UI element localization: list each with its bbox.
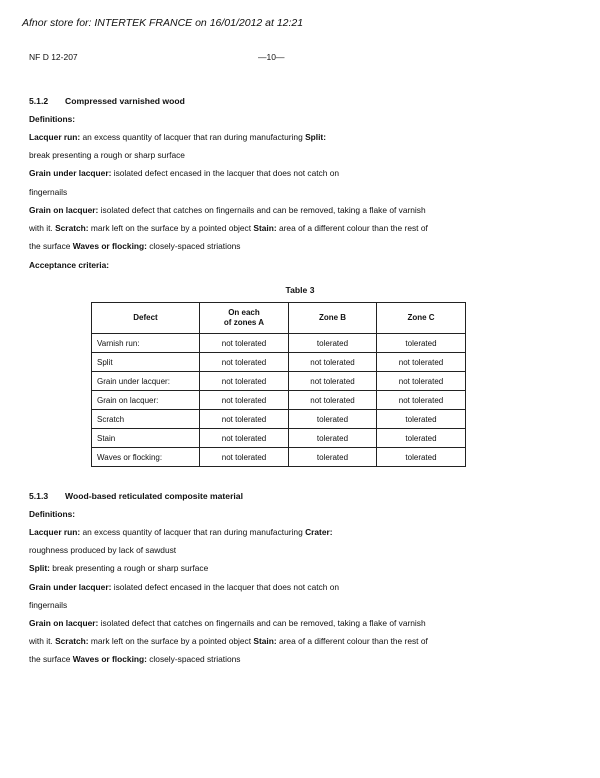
table-row xyxy=(92,353,466,372)
tolerance-cell: tolerated xyxy=(289,334,377,353)
table-row xyxy=(92,372,466,391)
definition-text: area of a different colour than the rest of xyxy=(276,223,428,233)
term-label: Split: xyxy=(305,132,326,142)
page-number: —10— xyxy=(258,52,285,62)
acceptance-criteria-label: Acceptance criteria: xyxy=(29,260,110,270)
term-label: Grain on lacquer: xyxy=(29,618,99,628)
definition-text: break presenting a rough or sharp surface xyxy=(49,563,209,574)
definition-line xyxy=(29,636,428,647)
section-512-title: Compressed varnished wood xyxy=(65,96,185,106)
definition-text: the surface xyxy=(29,654,73,665)
header-zone-c: Zone C xyxy=(377,303,466,334)
definition-line xyxy=(29,618,426,629)
tolerance-cell: tolerated xyxy=(377,410,466,429)
term-label: Lacquer run: xyxy=(29,527,81,537)
section-513-heading xyxy=(29,491,243,502)
definition-line xyxy=(29,545,176,556)
definition-line xyxy=(29,600,67,611)
definition-text: an excess quantity of lacquer that ran during manufacturing xyxy=(80,527,306,537)
definition-text: break presenting a rough or sharp surface xyxy=(29,150,185,161)
tolerance-cell: not tolerated xyxy=(289,353,377,372)
definition-text: the surface xyxy=(29,241,73,252)
table-row xyxy=(92,448,466,467)
table-row xyxy=(92,410,466,429)
definition-text: mark left on the surface by a pointed object xyxy=(88,636,254,647)
tolerance-cell: not tolerated xyxy=(200,410,289,429)
definition-text: fingernails xyxy=(29,186,68,197)
tolerance-cell: not tolerated xyxy=(377,353,466,372)
definition-line xyxy=(29,150,185,161)
tolerance-cell: not tolerated xyxy=(289,372,377,391)
table-caption: Table 3 xyxy=(285,285,315,295)
table-header-row xyxy=(92,303,466,334)
header-defect: Defect xyxy=(92,303,200,334)
tolerance-cell: not tolerated xyxy=(289,391,377,410)
definition-text: isolated defect encased in the lacquer that does not catch on xyxy=(111,581,340,592)
definition-line xyxy=(29,654,240,665)
definition-line xyxy=(29,223,428,234)
definition-text: closely-spaced striations xyxy=(146,241,241,252)
definition-text: isolated defect encased in the lacquer that does not catch on xyxy=(111,168,340,179)
tolerance-cell: not tolerated xyxy=(200,372,289,391)
tolerance-cell: not tolerated xyxy=(200,353,289,372)
definition-line xyxy=(29,205,426,216)
table-row xyxy=(92,391,466,410)
definition-text: with it. xyxy=(29,223,56,233)
tolerance-cell: tolerated xyxy=(377,429,466,448)
section-513-definitions-label: Definitions: xyxy=(29,509,76,519)
defect-cell: Grain under lacquer: xyxy=(92,372,200,391)
table-row xyxy=(92,334,466,353)
definition-line xyxy=(29,582,339,593)
tolerance-cell: not tolerated xyxy=(377,391,466,410)
table-3 xyxy=(91,302,466,467)
section-512-definitions-label: Definitions: xyxy=(29,114,76,124)
term-label: Stain: xyxy=(253,223,277,233)
definition-text: an excess quantity of lacquer that ran during manufacturing xyxy=(80,132,306,142)
definition-text: mark left on the surface by a pointed object xyxy=(88,223,254,233)
section-513-number: 5.1.3 xyxy=(29,491,49,501)
definition-line xyxy=(29,132,326,143)
section-512-heading xyxy=(29,96,185,107)
section-513-title: Wood-based reticulated composite material xyxy=(65,491,243,501)
defect-cell: Varnish run: xyxy=(92,334,200,353)
term-label: Crater: xyxy=(305,527,333,537)
definition-text: isolated defect that catches on fingernails and can be removed, taking a flake of varnish xyxy=(98,204,426,215)
defect-cell: Split xyxy=(92,353,200,372)
definition-text: with it. xyxy=(29,636,56,647)
term-label: Waves or flocking: xyxy=(72,241,147,252)
definition-line xyxy=(29,187,67,198)
defect-cell: Waves or flocking: xyxy=(92,448,200,467)
term-label: Grain under lacquer: xyxy=(29,581,112,592)
definition-line xyxy=(29,527,333,538)
watermark: Afnor store for: INTERTEK FRANCE on 16/01/2012 at 12:21 xyxy=(22,17,304,29)
definition-line xyxy=(29,168,339,179)
tolerance-cell: tolerated xyxy=(289,410,377,429)
tolerance-cell: not tolerated xyxy=(200,448,289,467)
defect-cell: Grain on lacquer: xyxy=(92,391,200,410)
term-label: Grain under lacquer: xyxy=(29,168,112,179)
header-zones-a: On each of zones A xyxy=(200,303,289,334)
tolerance-cell: not tolerated xyxy=(200,391,289,410)
definition-line xyxy=(29,563,208,574)
table-row xyxy=(92,429,466,448)
term-label: Lacquer run: xyxy=(29,132,81,142)
definition-text: fingernails xyxy=(29,599,68,610)
tolerance-cell: tolerated xyxy=(289,429,377,448)
term-label: Scratch: xyxy=(55,223,89,233)
term-label: Waves or flocking: xyxy=(72,654,147,665)
definition-text: roughness produced by lack of sawdust xyxy=(29,545,177,556)
definition-line xyxy=(29,241,240,252)
tolerance-cell: tolerated xyxy=(377,334,466,353)
section-512-number: 5.1.2 xyxy=(29,96,49,106)
definition-text: isolated defect that catches on fingernails and can be removed, taking a flake of varnish xyxy=(98,618,426,628)
term-label: Stain: xyxy=(253,636,277,647)
term-label: Scratch: xyxy=(55,636,89,647)
header-zone-b: Zone B xyxy=(289,303,377,334)
defect-cell: Scratch xyxy=(92,410,200,429)
term-label: Grain on lacquer: xyxy=(29,204,99,215)
definition-text: closely-spaced striations xyxy=(146,654,241,665)
definition-text: area of a different colour than the rest of xyxy=(276,636,428,647)
defect-cell: Stain xyxy=(92,429,200,448)
tolerance-cell: tolerated xyxy=(289,448,377,467)
tolerance-cell: not tolerated xyxy=(200,429,289,448)
document-reference: NF D 12-207 xyxy=(29,52,78,62)
term-label: Split: xyxy=(29,563,50,574)
tolerance-cell: tolerated xyxy=(377,448,466,467)
tolerance-cell: not tolerated xyxy=(377,372,466,391)
tolerance-cell: not tolerated xyxy=(200,334,289,353)
